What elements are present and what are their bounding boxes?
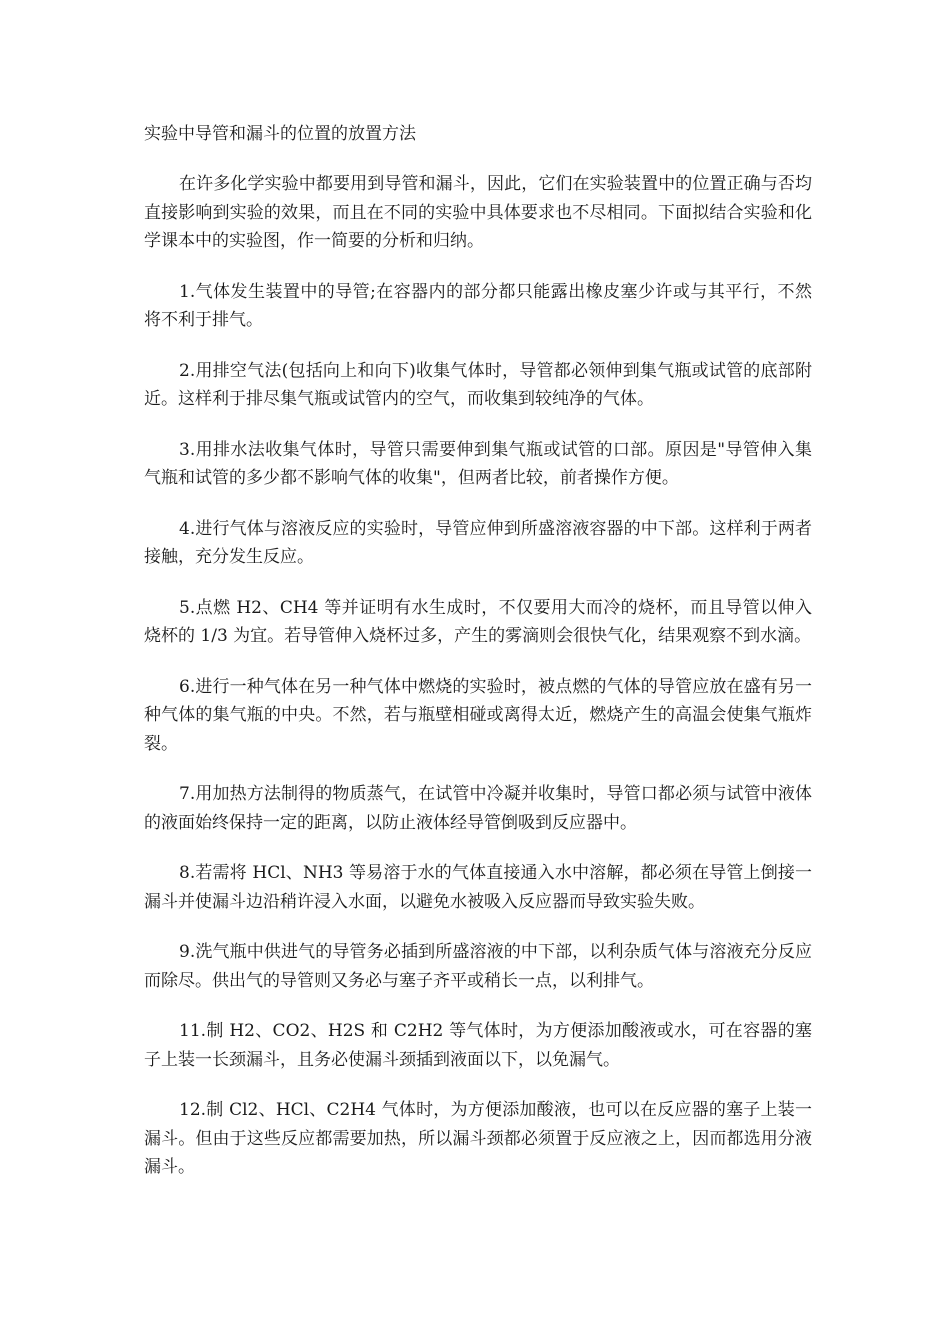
item-paragraph-12: 12.制 Cl2、HCl、C2H4 气体时，为方便添加酸液，也可以在反应器的塞子上装一漏斗。但由于这些反应都需要加热，所以漏斗颈都必须置于反应液之上，因而都选用分液漏斗。 — [144, 1100, 812, 1177]
document-title: 实验中导管和漏斗的位置的放置方法 — [144, 124, 416, 144]
item-paragraph-7: 7.用加热方法制得的物质蒸气，在试管中冷凝并收集时，导管口都必须与试管中液体的液面始终保持一定的距离，以防止液体经导管倒吸到反应器中。 — [144, 784, 812, 833]
item-paragraph-6: 6.进行一种气体在另一种气体中燃烧的实验时，被点燃的气体的导管应放在盛有另一种气体的集气瓶的中央。不然，若与瓶壁相碰或离得太近，燃烧产生的高温会使集气瓶炸裂。 — [144, 676, 812, 754]
item-paragraph-11: 11.制 H2、CO2、H2S 和 C2H2 等气体时，为方便添加酸液或水，可在容器的塞子上装一长颈漏斗，且务必使漏斗颈插到液面以下，以免漏气。 — [144, 1021, 812, 1070]
item-paragraph-3: 3.用排水法收集气体时，导管只需要伸到集气瓶或试管的口部。原因是"导管伸入集气瓶和试管的多少都不影响气体的收集"，但两者比较，前者操作方便。 — [144, 439, 812, 488]
item-paragraph-2: 2.用排空气法(包括向上和向下)收集气体时，导管都必领伸到集气瓶或试管的底部附近。这样利于排尽集气瓶或试管内的空气，而收集到较纯净的气体。 — [144, 360, 812, 409]
document-page — [144, 120, 812, 1204]
intro-paragraph: 在许多化学实验中都要用到导管和漏斗，因此，它们在实验装置中的位置正确与否均直接影响到实验的效果，而且在不同的实验中具体要求也不尽相同。下面拟结合实验和化学课本中的实验图，作一简要的分析和归纳。 — [144, 174, 812, 251]
item-paragraph-4: 4.进行气体与溶液反应的实验时，导管应伸到所盛溶液容器的中下部。这样利于两者接触，充分发生反应。 — [144, 518, 812, 567]
item-paragraph-8: 8.若需将 HCl、NH3 等易溶于水的气体直接通入水中溶解，都必须在导管上倒接一漏斗并使漏斗边沿稍许浸入水面，以避免水被吸入反应器而导致实验失败。 — [144, 863, 812, 912]
item-paragraph-5: 5.点燃 H2、CH4 等并证明有水生成时，不仅要用大而冷的烧杯，而且导管以伸入烧杯的 1/3 为宜。若导管伸入烧杯过多，产生的雾滴则会很快气化，结果观察不到水滴。 — [144, 597, 812, 646]
item-paragraph-9: 9.洗气瓶中供进气的导管务必插到所盛溶液的中下部，以利杂质气体与溶液充分反应而除尽。供出气的导管则又务必与塞子齐平或稍长一点，以利排气。 — [144, 942, 812, 991]
item-paragraph-1: 1.气体发生装置中的导管;在容器内的部分都只能露出橡皮塞少许或与其平行，不然将不利于排气。 — [144, 281, 812, 330]
